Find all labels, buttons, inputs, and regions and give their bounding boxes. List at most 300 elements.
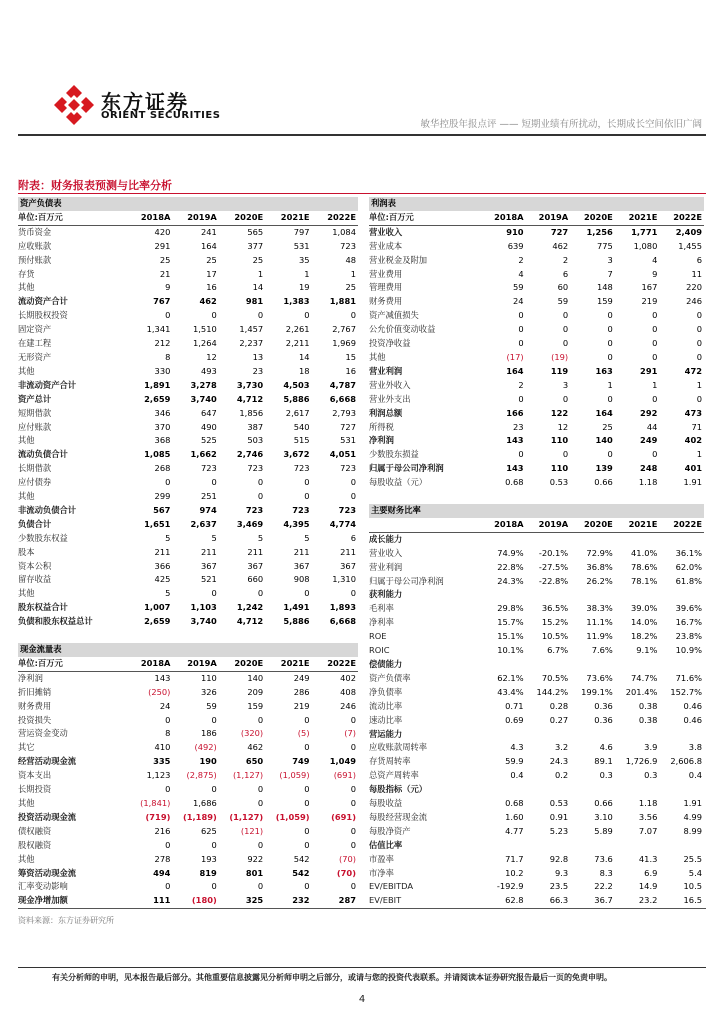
- table-title-row: [369, 197, 704, 211]
- cell-value: 119: [550, 365, 569, 376]
- cell-value: 0: [562, 393, 569, 404]
- cell-value: (719): [145, 811, 171, 822]
- cell-value: 11: [691, 268, 702, 279]
- cell-value: 61.8%: [675, 575, 702, 586]
- cell-value: (1,059): [275, 811, 310, 822]
- cell-value: 89.1: [594, 756, 613, 767]
- cell-value: 278: [154, 853, 171, 864]
- cell-value: 6.9: [644, 867, 658, 878]
- cell-value: (492): [194, 742, 217, 753]
- cell-value: 3: [562, 379, 569, 390]
- cell-value: [481, 658, 526, 672]
- cell-value: 1,084: [332, 226, 356, 237]
- table-row: [369, 547, 704, 561]
- cell-value: 5,886: [283, 616, 310, 627]
- cell-value: 625: [200, 825, 217, 836]
- cell-value: 70.5%: [541, 672, 569, 683]
- cell-value: 5: [304, 532, 310, 543]
- table-row: [369, 797, 704, 811]
- row-label: 营业外收入: [369, 379, 411, 390]
- table-row: [369, 337, 704, 351]
- cell-value: 0: [304, 742, 310, 753]
- cell-value: [526, 783, 571, 797]
- cell-value: 201.4%: [625, 686, 658, 697]
- cell-value: 10.2: [505, 867, 524, 878]
- row-label: 股权融资: [18, 839, 52, 850]
- row-label: 存货: [18, 268, 35, 279]
- cell-value: 8: [165, 351, 171, 362]
- cell-value: (691): [331, 811, 356, 822]
- table-row: [18, 853, 358, 867]
- cell-value: 0.38: [638, 714, 658, 725]
- cell-value: 41.3: [638, 853, 658, 864]
- cell-value: 152.7%: [670, 686, 702, 697]
- cell-value: [615, 728, 660, 742]
- row-label: 非流动资产合计: [18, 379, 77, 390]
- cell-value: 164: [200, 240, 217, 251]
- cell-value: 16.7%: [675, 617, 702, 628]
- cell-value: 1,264: [193, 338, 217, 349]
- cell-value: 199.1%: [581, 686, 613, 697]
- cell-value: 4.6: [599, 742, 613, 753]
- cell-value: 72.9%: [586, 547, 613, 558]
- cell-value: 1,651: [144, 518, 171, 529]
- cell-value: 0: [652, 324, 658, 335]
- row-label: 资产减值损失: [369, 310, 419, 321]
- cell-value: 10.9%: [675, 645, 702, 656]
- cell-value: 0: [350, 742, 356, 753]
- cell-value: 0: [652, 310, 658, 321]
- cell-value: [570, 658, 615, 672]
- row-label: 归属于母公司净利润: [369, 575, 444, 586]
- cell-value: 211: [154, 546, 171, 557]
- cell-value: 16.5: [683, 895, 702, 906]
- cell-value: 0.4: [688, 770, 702, 781]
- cell-value: 0: [607, 449, 613, 460]
- row-label: 流动比率: [369, 700, 403, 711]
- cell-value: -192.9: [496, 881, 524, 892]
- table-row: [18, 476, 358, 490]
- cell-value: 4,712: [236, 616, 264, 627]
- cell-value: 6,668: [329, 616, 356, 627]
- table-header-row: [369, 518, 704, 532]
- cell-value: 1: [304, 268, 310, 279]
- header-divider: [18, 134, 706, 136]
- cell-value: 801: [245, 867, 264, 878]
- cell-value: 143: [154, 672, 171, 683]
- cell-value: 25: [252, 254, 264, 265]
- row-label: 其他: [18, 588, 35, 599]
- cell-value: 660: [247, 574, 264, 585]
- cell-value: 0.3: [644, 770, 658, 781]
- cell-value: (19): [551, 351, 569, 362]
- row-label: 流动资产合计: [18, 296, 68, 307]
- cell-value: [481, 532, 526, 546]
- cell-value: 727: [550, 226, 569, 237]
- cell-value: 15.2%: [541, 617, 569, 628]
- cell-value: [615, 532, 660, 546]
- table-row: [18, 755, 358, 769]
- cell-value: 166: [506, 407, 524, 418]
- cell-value: 493: [200, 365, 217, 376]
- cell-value: 0.71: [505, 700, 524, 711]
- cell-value: 148: [596, 282, 613, 293]
- row-label: 存货周转率: [369, 756, 411, 767]
- cell-value: 36.7: [594, 895, 613, 906]
- cell-value: 59: [206, 700, 217, 711]
- cell-value: 0: [211, 714, 217, 725]
- cell-value: 74.7%: [631, 672, 658, 683]
- cell-value: [570, 839, 615, 853]
- table-row: [18, 880, 358, 894]
- table-row: [18, 407, 358, 421]
- cell-value: 0: [304, 839, 310, 850]
- cell-value: 60: [557, 282, 569, 293]
- table-row: [369, 225, 704, 239]
- cell-value: 78.1%: [631, 575, 658, 586]
- row-label: 每股收益（元）: [369, 477, 428, 488]
- table-row: [18, 295, 358, 309]
- table-row: [18, 337, 358, 351]
- table-title-row: [18, 643, 358, 657]
- table-row: [369, 867, 704, 881]
- row-label: 股东权益合计: [18, 602, 68, 613]
- table-row: [369, 295, 704, 309]
- cell-value: 29.8%: [497, 603, 524, 614]
- cell-value: 1: [607, 379, 613, 390]
- cell-value: 143: [506, 463, 524, 474]
- row-label: 营业税金及附加: [369, 254, 428, 265]
- cell-value: 723: [340, 463, 356, 474]
- cell-value: 8: [165, 728, 171, 739]
- table-row: [18, 254, 358, 268]
- cell-value: 190: [199, 756, 217, 767]
- cell-value: 723: [247, 463, 264, 474]
- cell-value: 140: [247, 672, 264, 683]
- cell-value: 1.91: [683, 477, 702, 488]
- cell-value: 723: [340, 240, 356, 251]
- cell-value: 13: [252, 351, 264, 362]
- cell-value: 21: [159, 268, 171, 279]
- table-row: [369, 379, 704, 393]
- cell-value: 0.91: [549, 811, 569, 822]
- row-label: 净利率: [369, 617, 394, 628]
- cell-value: 163: [595, 365, 613, 376]
- cell-value: 0: [211, 881, 217, 892]
- row-label: 应收账款: [18, 240, 52, 251]
- table-row: [18, 504, 358, 518]
- cell-value: 216: [154, 825, 171, 836]
- cell-value: 723: [292, 504, 310, 515]
- cell-value: 24.3%: [497, 575, 524, 586]
- cell-value: 767: [153, 296, 171, 307]
- cell-value: 515: [293, 435, 310, 446]
- cell-value: 0: [257, 784, 264, 795]
- row-label: 营业收入: [369, 226, 403, 237]
- row-label: 负债和股东权益总计: [18, 616, 93, 627]
- table-row: [18, 518, 358, 532]
- cell-value: 6: [350, 532, 356, 543]
- source-divider: [18, 908, 706, 909]
- cell-value: 25.5: [683, 853, 702, 864]
- cell-value: 1,491: [283, 602, 310, 613]
- cell-value: 0: [350, 477, 356, 488]
- row-label: 净利润: [18, 672, 43, 683]
- cell-value: 2,659: [144, 616, 171, 627]
- column-header: 2021E: [265, 211, 311, 225]
- cell-value: 0: [350, 881, 356, 892]
- cell-value: [615, 658, 660, 672]
- cell-value: 4: [652, 254, 658, 265]
- table-row: [18, 281, 358, 295]
- cell-value: 9: [652, 268, 658, 279]
- cell-value: 73.6: [594, 853, 613, 864]
- cell-value: 0: [165, 881, 171, 892]
- table-row: [369, 448, 704, 462]
- cell-value: 4,395: [283, 518, 310, 529]
- cell-value: 0.36: [594, 700, 613, 711]
- cell-value: 1: [696, 449, 702, 460]
- table-row: [18, 573, 358, 587]
- cell-value: 5,886: [283, 393, 310, 404]
- row-label: 留存收益: [18, 574, 52, 585]
- cell-value: 22.8%: [497, 561, 524, 572]
- cell-value: 73.6%: [586, 672, 613, 683]
- row-label: 速动比率: [369, 714, 403, 725]
- cell-value: 17: [206, 268, 217, 279]
- row-label: 折旧摊销: [18, 686, 52, 697]
- row-label: 应付债券: [18, 477, 52, 488]
- cell-value: 24: [159, 700, 171, 711]
- cell-value: 0: [350, 797, 356, 808]
- cell-value: 122: [550, 407, 569, 418]
- cell-value: 1,123: [146, 770, 171, 781]
- cell-value: 1,080: [633, 240, 658, 251]
- cell-value: 1,686: [193, 797, 217, 808]
- financial-ratios-table: [369, 504, 704, 908]
- cell-value: 0: [652, 449, 658, 460]
- cell-value: [481, 588, 526, 602]
- cell-value: [615, 588, 660, 602]
- table-header-row: [369, 211, 704, 225]
- cell-value: 1: [696, 379, 702, 390]
- cell-value: (320): [240, 728, 264, 739]
- row-label: 资本公积: [18, 560, 52, 571]
- cell-value: 15.7%: [497, 617, 524, 628]
- cell-value: 167: [641, 282, 658, 293]
- cell-value: 140: [595, 435, 613, 446]
- cell-value: 0: [211, 839, 217, 850]
- cell-value: [570, 783, 615, 797]
- table-row: [369, 811, 704, 825]
- table-row: [18, 811, 358, 825]
- cell-value: 490: [200, 421, 217, 432]
- row-label: 每股指标（元）: [369, 784, 428, 795]
- cell-value: 110: [550, 435, 569, 446]
- cell-value: 0: [652, 393, 658, 404]
- cell-value: 981: [245, 296, 264, 307]
- logo-chinese-text: 东方证券: [101, 90, 189, 114]
- cell-value: 639: [507, 240, 524, 251]
- cell-value: 0: [257, 477, 264, 488]
- cell-value: 1,455: [678, 240, 702, 251]
- row-label: 投资损失: [18, 714, 52, 725]
- row-label: 财务费用: [369, 296, 403, 307]
- row-label: 预付账款: [18, 254, 52, 265]
- table-header-row: [18, 657, 358, 671]
- cell-value: 16: [345, 365, 356, 376]
- cell-value: 647: [200, 407, 217, 418]
- cell-value: 0: [350, 310, 356, 321]
- row-label: ROIC: [369, 645, 390, 656]
- table-row: [18, 601, 358, 615]
- cell-value: 408: [340, 686, 356, 697]
- table-row: [18, 615, 358, 629]
- footer-divider: [18, 967, 706, 968]
- table-title: 资产负债表: [18, 197, 358, 211]
- cell-value: 0: [304, 588, 310, 599]
- cell-value: 219: [293, 700, 310, 711]
- column-header: 2022E: [659, 518, 704, 532]
- cell-value: 48: [345, 254, 356, 265]
- cell-value: 567: [153, 504, 171, 515]
- cell-value: 25: [206, 254, 217, 265]
- cell-value: 23: [252, 365, 264, 376]
- table-row: [369, 714, 704, 728]
- cell-value: 3.2: [554, 742, 569, 753]
- cell-value: (180): [191, 895, 217, 906]
- cell-value: 4: [518, 268, 524, 279]
- cell-value: 0: [696, 310, 702, 321]
- cell-value: 0: [518, 324, 524, 335]
- row-label: 财务费用: [18, 700, 52, 711]
- cell-value: 41.0%: [631, 547, 658, 558]
- table-row: [18, 309, 358, 323]
- cell-value: 246: [686, 296, 702, 307]
- cell-value: 0: [518, 338, 524, 349]
- cell-value: 0.66: [594, 798, 613, 809]
- cell-value: 0: [304, 491, 310, 502]
- table-row: [369, 393, 704, 407]
- cell-value: [481, 728, 526, 742]
- column-header: 2021E: [265, 657, 311, 671]
- cell-value: 4,787: [329, 379, 356, 390]
- cell-value: 0.66: [594, 477, 613, 488]
- row-label: 其他: [18, 491, 35, 502]
- cell-value: 3,740: [190, 616, 217, 627]
- cell-value: 0: [257, 491, 264, 502]
- row-label: 管理费用: [369, 282, 403, 293]
- table-title: 利润表: [369, 197, 704, 211]
- cell-value: 0: [257, 714, 264, 725]
- table-row: [369, 769, 704, 783]
- cell-value: 542: [292, 867, 310, 878]
- row-label: 无形资产: [18, 351, 52, 362]
- table-row: [18, 268, 358, 282]
- cell-value: 241: [200, 226, 217, 237]
- table-row: [18, 490, 358, 504]
- cell-value: [570, 728, 615, 742]
- table-row: [18, 769, 358, 783]
- cell-value: 186: [200, 728, 217, 739]
- row-label: 投资净收益: [369, 338, 411, 349]
- cell-value: 143: [506, 435, 524, 446]
- cell-value: -22.8%: [538, 575, 569, 586]
- cell-value: 3,672: [283, 449, 310, 460]
- cell-value: 0: [350, 839, 356, 850]
- cell-value: 291: [154, 240, 171, 251]
- table-row: [18, 421, 358, 435]
- cell-value: 5: [165, 588, 171, 599]
- table-row: [369, 476, 704, 490]
- cell-value: (2,875): [186, 770, 217, 781]
- row-label: 资产总计: [18, 393, 52, 404]
- cell-value: 367: [247, 560, 264, 571]
- cell-value: 78.6%: [631, 561, 658, 572]
- cell-value: [659, 839, 704, 853]
- cell-value: 1.18: [638, 477, 658, 488]
- row-label: 所得税: [369, 421, 394, 432]
- cell-value: 286: [293, 686, 310, 697]
- row-label: 营运能力: [369, 728, 403, 739]
- table-row: [369, 407, 704, 421]
- cell-value: 71.7: [505, 853, 524, 864]
- row-label: 短期借款: [18, 407, 52, 418]
- cell-value: 425: [154, 574, 171, 585]
- cell-value: 74.9%: [497, 547, 524, 558]
- row-label: 长期股权投资: [18, 310, 68, 321]
- cell-value: 0: [350, 588, 356, 599]
- row-label: 公允价值变动收益: [369, 324, 436, 335]
- table-row: [369, 839, 704, 853]
- cell-value: 4.77: [505, 825, 524, 836]
- cell-value: 910: [506, 226, 524, 237]
- row-label: 每股经营现金流: [369, 811, 428, 822]
- cell-value: 0: [304, 310, 310, 321]
- cell-value: 3.10: [594, 811, 613, 822]
- column-header: 2021E: [615, 518, 660, 532]
- cell-value: 420: [154, 226, 171, 237]
- cell-value: 0: [211, 588, 217, 599]
- cell-value: 3: [607, 254, 613, 265]
- cell-value: 723: [245, 504, 264, 515]
- cell-value: 0.68: [505, 477, 524, 488]
- table-row: [369, 783, 704, 797]
- table-title-row: [369, 504, 704, 518]
- cell-value: 0.53: [549, 798, 569, 809]
- cell-value: 0.3: [599, 770, 613, 781]
- cell-value: 1,085: [144, 449, 171, 460]
- cell-value: 6: [562, 268, 569, 279]
- cell-value: 0: [350, 491, 356, 502]
- row-label: 每股收益: [369, 798, 403, 809]
- cell-value: 25: [159, 254, 171, 265]
- cell-value: 0: [165, 784, 171, 795]
- cell-value: 402: [684, 435, 702, 446]
- cell-value: 3.56: [638, 811, 658, 822]
- cell-value: 4,712: [236, 393, 264, 404]
- cell-value: 111: [153, 895, 171, 906]
- cell-value: 12: [206, 351, 217, 362]
- cell-value: 0: [696, 338, 702, 349]
- cell-value: 0: [350, 825, 356, 836]
- cell-value: 24.3: [549, 756, 569, 767]
- cell-value: 0: [165, 839, 171, 850]
- cell-value: 4,774: [329, 518, 356, 529]
- table-row: [18, 225, 358, 239]
- table-row: [369, 825, 704, 839]
- cell-value: 0.46: [683, 714, 702, 725]
